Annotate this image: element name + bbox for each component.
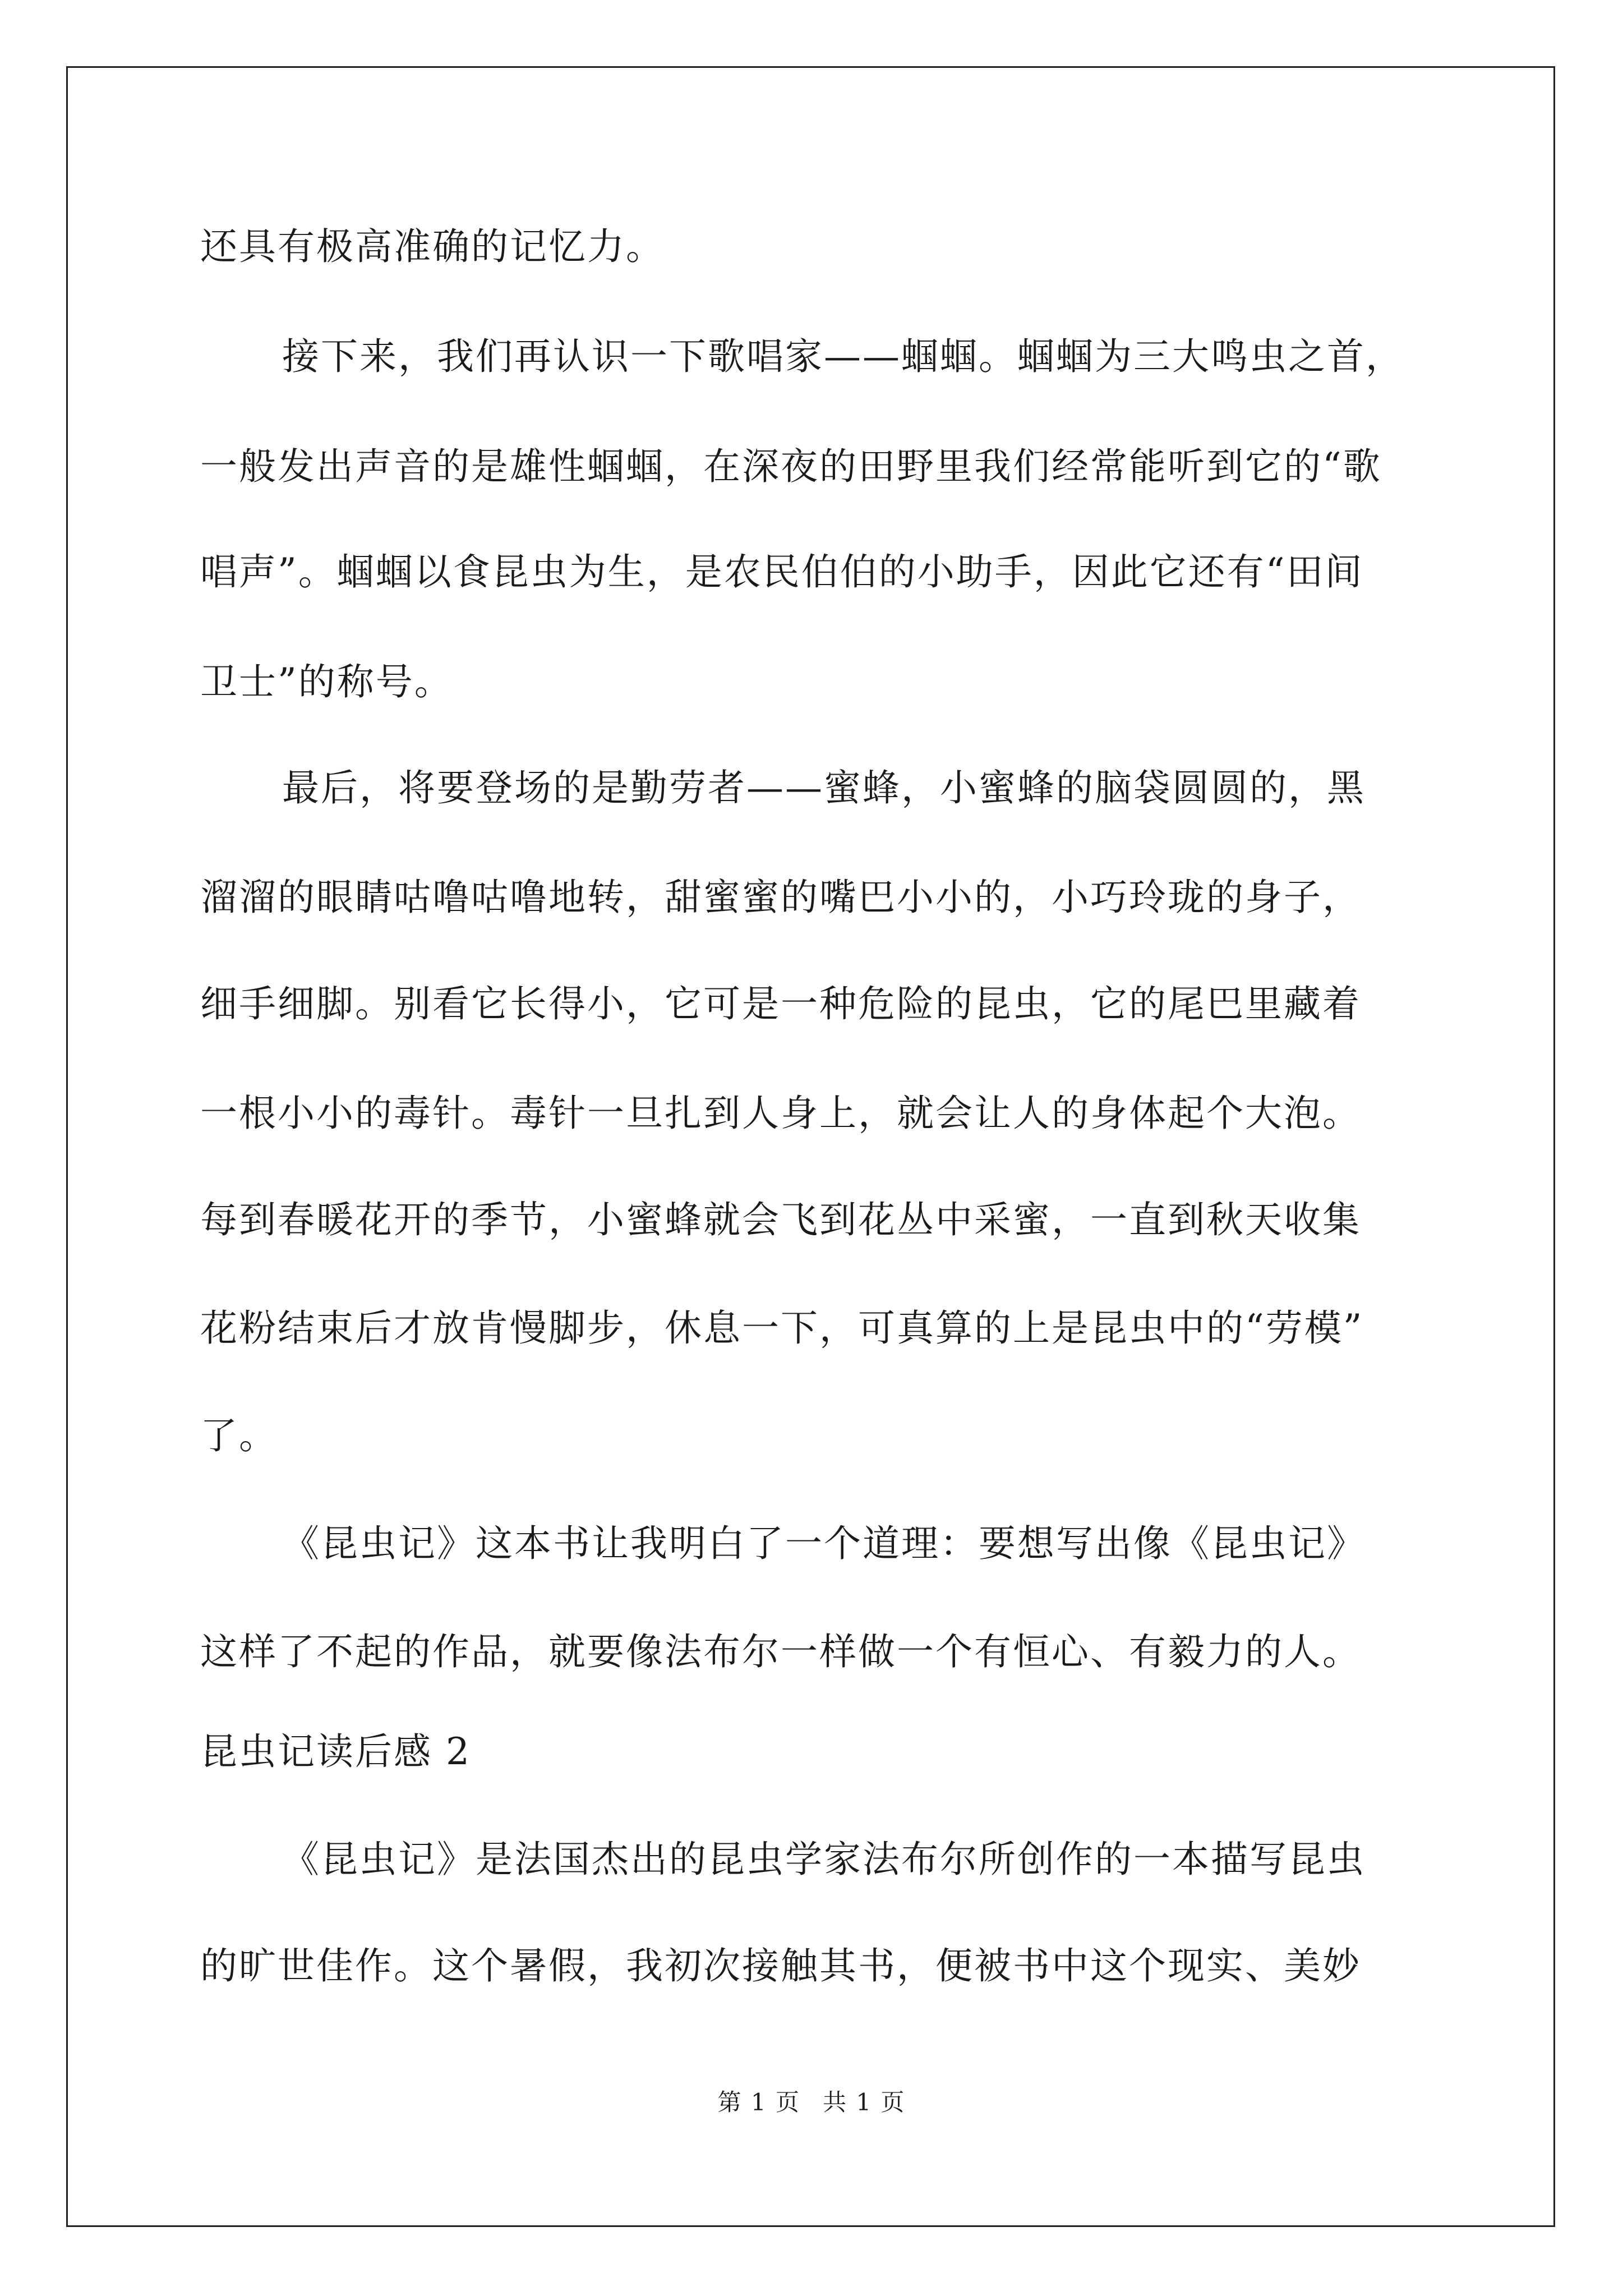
- text-line: 这样了不起的作品，就要像法布尔一样做一个有恒心、有毅力的人。: [200, 1630, 1361, 1673]
- text-line: 的旷世佳作。这个暑假，我初次接触其书，便被书中这个现实、美妙: [200, 1944, 1361, 1987]
- paragraph-start-line: 《昆虫记》是法国杰出的昆虫学家法布尔所创作的一本描写昆虫: [282, 1838, 1366, 1881]
- text-line: 唱声”。蝈蝈以食昆虫为生，是农民伯伯的小助手，因此它还有“田间: [200, 550, 1364, 593]
- text-line: 还具有极高准确的记忆力。: [200, 225, 665, 268]
- text-line: 了。: [200, 1414, 278, 1457]
- text-line: 细手细脚。别看它长得小，它可是一种危险的昆虫，它的尾巴里藏着: [200, 982, 1361, 1025]
- text-line: 卫士”的称号。: [200, 660, 453, 703]
- text-line: 一根小小的毒针。毒针一旦扎到人身上，就会让人的身体起个大泡。: [200, 1092, 1361, 1135]
- paragraph-start-line: 最后，将要登场的是勤劳者——蜜蜂，小蜜蜂的脑袋圆圆的，黑: [282, 766, 1366, 809]
- page-number: 第 1 页: [717, 2088, 800, 2116]
- paragraph-start-line: 《昆虫记》这本书让我明白了一个道理：要想写出像《昆虫记》: [282, 1522, 1366, 1565]
- paragraph-start-line: 接下来，我们再认识一下歌唱家——蝈蝈。蝈蝈为三大鸣虫之首，: [282, 335, 1404, 378]
- page-border: [66, 66, 1555, 2227]
- text-line: 溜溜的眼睛咕噜咕噜地转，甜蜜蜜的嘴巴小小的，小巧玲珑的身子，: [200, 876, 1361, 919]
- text-line: 花粉结束后才放肯慢脚步，休息一下，可真算的上是昆虫中的“劳模”: [200, 1306, 1364, 1350]
- text-line: 每到春暖花开的季节，小蜜蜂就会飞到花丛中采蜜，一直到秋天收集: [200, 1198, 1361, 1241]
- text-line: 一般发出声音的是雄性蝈蝈，在深夜的田野里我们经常能听到它的“歌: [200, 445, 1382, 488]
- page-total: 共 1 页: [823, 2088, 906, 2116]
- section-heading: 昆虫记读后感 2: [200, 1730, 471, 1773]
- page-footer: [0, 2088, 1623, 2117]
